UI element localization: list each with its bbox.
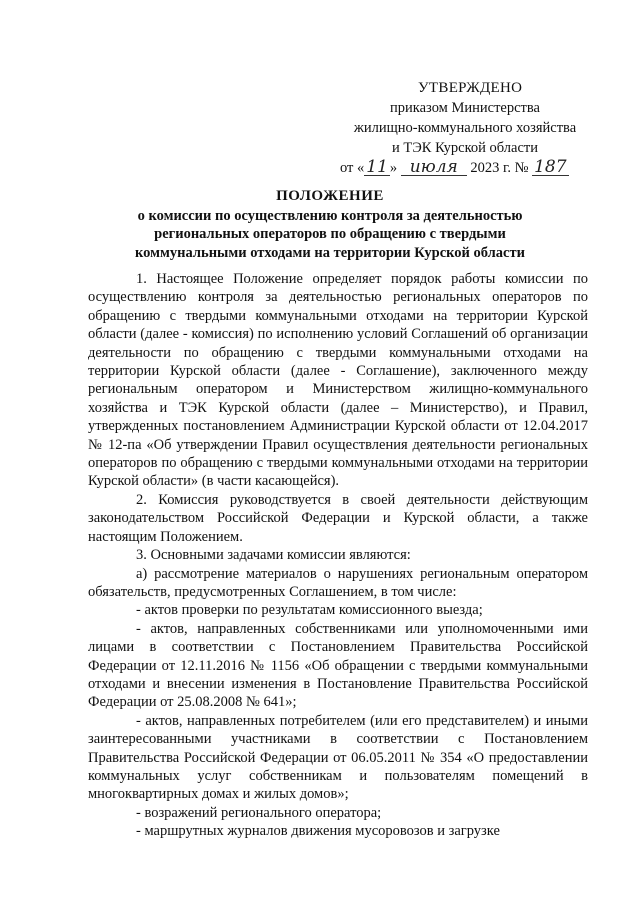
paragraph-2: 2. Комиссия руководствуется в своей деятельности действующим законодательством Российской Федерации и Курской области, а также настоящим Положением. (88, 491, 588, 545)
subtitle-line: коммунальными отходами на территории Курской области (135, 244, 525, 261)
approval-stamp (340, 78, 590, 178)
date-day-handwritten: 11 (366, 157, 388, 177)
list-item: - актов проверки по результатам комиссионного выезда; (136, 602, 483, 619)
date-month-handwritten: июля (401, 159, 467, 176)
subtitle-line: региональных операторов по обращению с твердыми (154, 226, 506, 242)
paragraph-1: 1. Настоящее Положение определяет порядок работы комиссии по осуществлению контроля за деятельностью региональных операторов по обращению с твердыми коммунальными отходами на территории Курской области (далее - комиссия) по исполнению условий Соглашений об организации деятельности по обращению с твердыми коммунальными отходами на территории Курской области (далее - Соглашение), заключенного между региональным оператором и Министерством жилищно-коммунального хозяйства и ТЭК Курской области (далее – Министерство), и Правил, утвержденных постановлением Администрации Курской области от 12.04.2017 № 12-па «Об утверждении Правил осуществления деятельности региональных операторов по обращению с твердыми коммунальными отходами на территории Курской области» (в части касающейся). (88, 271, 588, 490)
approval-line-1: приказом Министерства (390, 100, 540, 116)
subtitle-line: о комиссии по осуществлению контроля за деятельностью (137, 207, 523, 224)
approval-line-2: жилищно-коммунального хозяйства (353, 120, 577, 136)
date-year: 2023 г. № (470, 160, 529, 176)
document-title: ПОЛОЖЕНИЕ (276, 188, 384, 204)
document-body (88, 270, 588, 841)
paragraph-3: 3. Основными задачами комиссии являются: (136, 547, 411, 564)
date-prefix: от « (340, 160, 365, 176)
paragraph-3a: а) рассмотрение материалов о нарушениях региональным оператором обязательств, предусмотренных Соглашением, в том числе: (88, 565, 588, 600)
approval-heading: УТВЕРЖДЕНО (418, 80, 523, 96)
approval-date-line (340, 158, 590, 178)
document-title-block (80, 187, 580, 262)
list-item: - актов, направленных собственниками или уполномоченными ими лицами в соответствии с Постановлением Правительства Российской Федерации от 12.11.2016 № 1156 «Об обращении с твердыми коммунальными отходами и внесении изменения в Постановление Правительства Российской Федерации от 25.08.2008 № 641»; (88, 620, 588, 711)
date-mid: » (389, 160, 398, 176)
approval-line-3: и ТЭК Курской области (391, 140, 539, 156)
order-number-handwritten: 187 (534, 157, 567, 177)
list-item: - маршрутных журналов движения мусоровозов и загрузке (136, 823, 500, 840)
list-item: - возражений регионального оператора; (136, 804, 382, 821)
list-item: - актов, направленных потребителем (или его представителем) и иными заинтересованными участниками в соответствии с Постановлением Правительства Российской Федерации от 06.05.2011 № 354 «О предоставлении коммунальных услуг собственникам и пользователям помещений в многоквартирных домах и жилых домов»; (88, 712, 588, 803)
